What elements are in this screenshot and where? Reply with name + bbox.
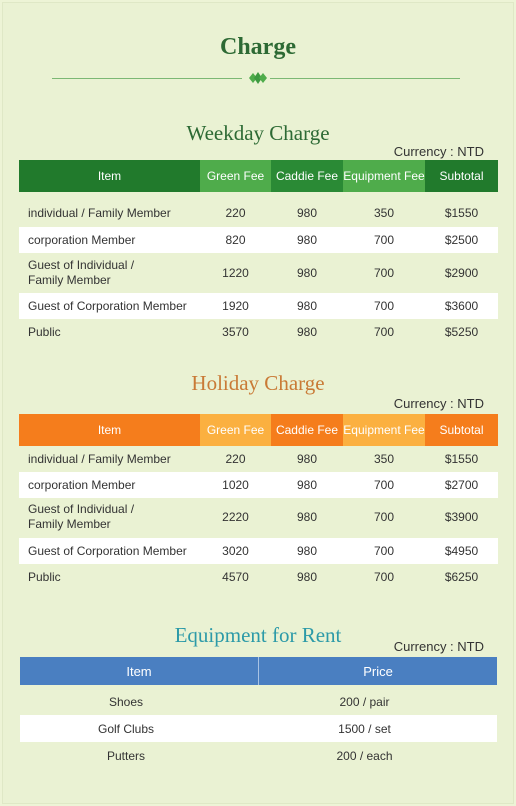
page-title: Charge xyxy=(220,34,296,60)
cell-subtotal: $2500 xyxy=(444,233,479,247)
table-row xyxy=(19,293,498,319)
cell-item xyxy=(19,446,200,472)
cell-green-fee: 1920 xyxy=(222,299,249,313)
cell-green-fee: 2220 xyxy=(222,510,249,524)
table-row xyxy=(19,446,498,472)
rent-row xyxy=(20,742,497,769)
cell-equipment-fee: 700 xyxy=(373,510,395,524)
cell-item-line: individual / Family Member xyxy=(28,451,171,466)
cell-equipment-fee: 350 xyxy=(373,452,395,466)
cell-rent-item: Golf Clubs xyxy=(97,721,155,736)
cell-green-fee: 1220 xyxy=(222,266,249,280)
cell-rent-price: 1500 / set xyxy=(338,721,391,736)
cell-caddie-fee: 980 xyxy=(296,325,318,339)
cell-equipment-fee: 700 xyxy=(373,570,395,584)
weekday-table-header xyxy=(19,160,498,192)
divider-right xyxy=(270,78,460,79)
rent-title: Equipment for Rent xyxy=(174,623,342,647)
holiday-currency: Currency : NTD xyxy=(393,396,484,411)
cell-rent-item: Shoes xyxy=(108,694,144,709)
table-row xyxy=(19,538,498,564)
cell-caddie-fee: 980 xyxy=(296,544,318,558)
cell-item xyxy=(19,564,200,590)
cell-subtotal: $3600 xyxy=(444,299,479,313)
table-row xyxy=(19,200,498,226)
cell-item-line: Guest of Individual / xyxy=(28,258,135,272)
cell-equipment-fee: 700 xyxy=(373,266,395,280)
cell-item-line: Public xyxy=(28,324,61,339)
cell-item xyxy=(19,293,200,319)
header-caddie-fee: Caddie Fee xyxy=(271,160,343,192)
cell-item xyxy=(19,254,200,292)
table-row xyxy=(19,227,498,253)
cell-caddie-fee: 980 xyxy=(296,510,318,524)
cell-caddie-fee: 980 xyxy=(296,478,318,492)
header-caddie-fee: Caddie Fee xyxy=(271,414,343,446)
cell-item-line: Guest of Corporation Member xyxy=(28,298,187,313)
cell-item xyxy=(19,498,200,536)
cell-green-fee: 220 xyxy=(225,452,246,466)
holiday-table-header xyxy=(19,414,498,446)
cell-rent-price: 200 / each xyxy=(336,748,393,763)
cell-green-fee: 820 xyxy=(225,233,246,247)
cell-caddie-fee: 980 xyxy=(296,233,318,247)
table-row xyxy=(19,498,498,536)
rent-table-header xyxy=(20,657,497,685)
rent-row xyxy=(20,688,497,715)
cell-caddie-fee: 980 xyxy=(296,452,318,466)
table-row xyxy=(19,319,498,345)
cell-item-line: Guest of Corporation Member xyxy=(28,543,187,558)
cell-item-line: corporation Member xyxy=(28,477,136,492)
cell-item xyxy=(19,538,200,564)
header-item: Item xyxy=(20,657,259,685)
cell-subtotal: $2700 xyxy=(444,478,479,492)
header-green-fee: Green Fee xyxy=(200,414,271,446)
cell-caddie-fee: 980 xyxy=(296,206,318,220)
cell-equipment-fee: 350 xyxy=(373,206,395,220)
cell-rent-item: Putters xyxy=(106,748,145,763)
header-subtotal: Subtotal xyxy=(425,414,498,446)
cell-green-fee: 220 xyxy=(225,206,246,220)
cell-equipment-fee: 700 xyxy=(373,478,395,492)
header-green-fee: Green Fee xyxy=(200,160,271,192)
holiday-title: Holiday Charge xyxy=(191,371,325,395)
cell-equipment-fee: 700 xyxy=(373,299,395,313)
cell-subtotal: $5250 xyxy=(444,325,479,339)
cell-item xyxy=(19,200,200,226)
cell-subtotal: $1550 xyxy=(444,452,479,466)
cell-equipment-fee: 700 xyxy=(373,544,395,558)
cell-subtotal: $3900 xyxy=(444,510,479,524)
weekday-currency: Currency : NTD xyxy=(393,144,484,159)
cell-item-line: Family Member xyxy=(28,273,111,287)
cell-item-line: Guest of Individual / xyxy=(28,502,135,516)
cell-green-fee: 4570 xyxy=(222,570,249,584)
cell-caddie-fee: 980 xyxy=(296,570,318,584)
cell-subtotal: $2900 xyxy=(444,266,479,280)
cell-subtotal: $6250 xyxy=(444,570,479,584)
cell-item xyxy=(19,319,200,345)
header-item: Item xyxy=(19,160,200,192)
cell-caddie-fee: 980 xyxy=(296,299,318,313)
table-row xyxy=(19,472,498,498)
cell-item-line: individual / Family Member xyxy=(28,205,171,220)
cell-item-line: Family Member xyxy=(28,517,111,531)
cell-item-line: Public xyxy=(28,569,61,584)
weekday-title: Weekday Charge xyxy=(186,121,330,145)
cell-item-line: corporation Member xyxy=(28,232,136,247)
cell-item xyxy=(19,472,200,498)
header-subtotal: Subtotal xyxy=(425,160,498,192)
cell-rent-price: 200 / pair xyxy=(339,694,390,709)
header-price: Price xyxy=(363,663,393,679)
cell-green-fee: 1020 xyxy=(222,478,249,492)
cell-subtotal: $1550 xyxy=(444,206,479,220)
cell-green-fee: 3570 xyxy=(222,325,249,339)
diamond-ornament-icon xyxy=(244,70,272,86)
table-row xyxy=(19,254,498,292)
header-equipment-fee: Equipment Fee xyxy=(343,414,425,446)
rent-currency: Currency : NTD xyxy=(393,639,484,654)
header-item: Item xyxy=(19,414,200,446)
cell-subtotal: $4950 xyxy=(444,544,479,558)
cell-caddie-fee: 980 xyxy=(296,266,318,280)
cell-item xyxy=(19,227,200,253)
header-equipment-fee: Equipment Fee xyxy=(343,160,425,192)
cell-green-fee: 3020 xyxy=(222,544,249,558)
cell-equipment-fee: 700 xyxy=(373,325,395,339)
divider-left xyxy=(52,78,242,79)
cell-equipment-fee: 700 xyxy=(373,233,395,247)
table-row xyxy=(19,564,498,590)
rent-row xyxy=(20,715,497,742)
